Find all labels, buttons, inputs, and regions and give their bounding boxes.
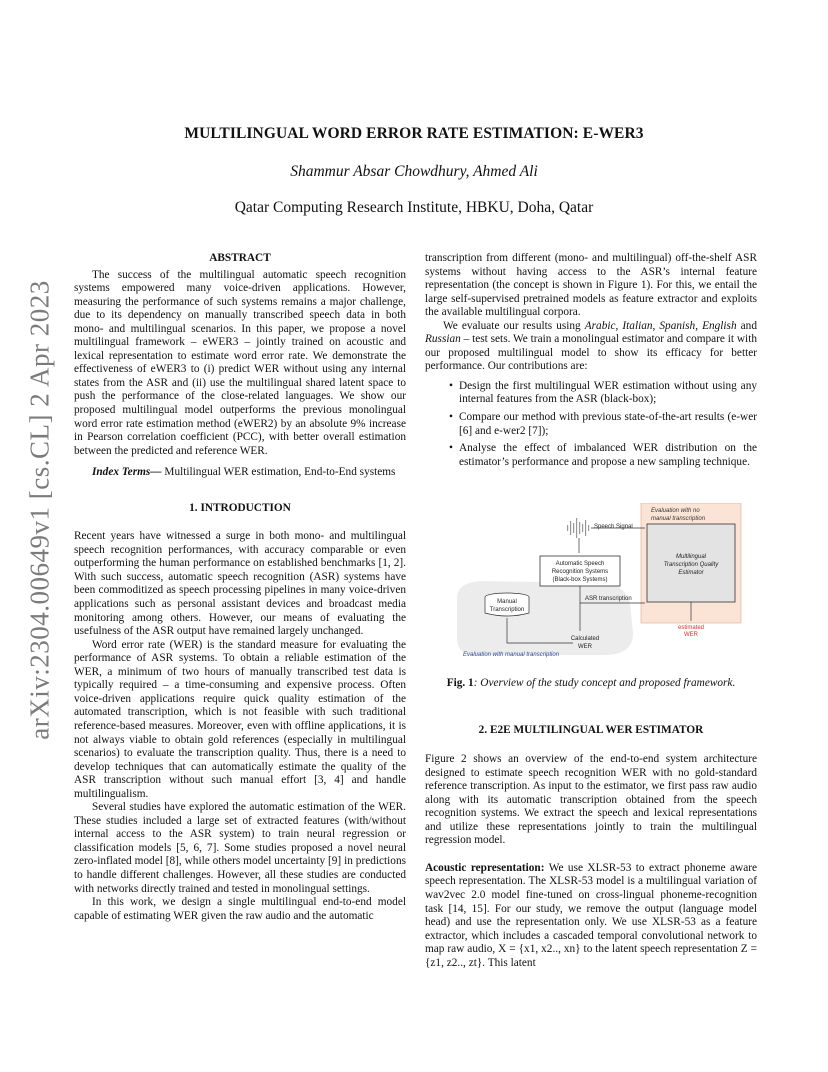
abstract-text: The success of the multilingual automatic speech recognition systems empowered many voice-driven applications. However, measuring the performance of such systems remains a major challenge, due to its dependency on manually transcribed speech data in both mono- and multilingual scenarios. In this paper, we propose a novel multilingual framework – eWER3 – jointly trained on acoustic and lexical representation to estimate word error rate. We demonstrate the effectiveness of eWER3 to (i) predict WER without using any internal states from the ASR and (ii) use the multilingual shared latent space to push the performance of the close-related languages. We show our proposed multilingual model outperforms the previous monolingual word error rate estimation method (eWER2) by an absolute 9% increase in Pearson correlation coefficient (PCC), with better overall estimation between the predicted and reference WER.	[74, 268, 406, 457]
right-paragraph-2: We evaluate our results using Arabic, Italian, Spanish, English and Russian – test sets. We train a monolingual estimator and compare it with our proposed multilingual model to show its efficacy for better performance. Our contributions are:	[425, 319, 757, 373]
svg-text:manual transcription: manual transcription	[651, 516, 706, 522]
svg-text:Transcription Quality: Transcription Quality	[663, 562, 719, 568]
paper-title: MULTILINGUAL WORD ERROR RATE ESTIMATION: E-WER3	[184, 125, 644, 142]
svg-text:Estimator: Estimator	[678, 570, 704, 576]
acoustic-representation-label: Acoustic representation:	[425, 861, 545, 874]
intro-paragraph-2: Word error rate (WER) is the standard measure for evaluating the performance of ASR systems. To obtain a reliable estimation of the WER, a minimum of two hours of manually transcribed test data is typically required – a time-consuming and expensive process. Often voice-driven applications require quick quality estimation of the automated transcription, which is not feasible with such traditional reference-based measures. Moreover, even with offline applications, it is not always viable to obtain gold references (especially in multilingual scenarios) to evaluate the transcription quality. Thus, there is a need to develop techniques that can automatically estimate the quality of the ASR transcription without such manual effort [3, 4] and handle multilingualism.	[74, 638, 406, 800]
right-column-bottom	[425, 677, 757, 970]
paper-authors: Shammur Absar Chowdhury, Ahmed Ali	[290, 163, 538, 180]
contribution-item: • Design the first multilingual WER estimation without using any internal features from the ASR (black-box);	[425, 380, 757, 407]
left-column	[74, 252, 406, 923]
asr-transcription-label: ASR transcription	[585, 596, 632, 602]
svg-text:WER: WER	[578, 644, 592, 650]
right-paragraph-1: transcription from different (mono- and multilingual) off-the-shelf ASR systems without having access to the ASR’s internal feature representation (the concept is shown in Figure 1). For this, we entail the large self-supervised pretrained models as feature extractor and exploits the available multilingual corpora.	[425, 252, 757, 319]
abstract-heading: ABSTRACT	[209, 252, 271, 264]
index-terms-text: Multilingual WER estimation, End-to-End systems	[161, 466, 396, 479]
svg-text:WER: WER	[684, 632, 698, 638]
manual-eval-region	[457, 581, 633, 655]
index-terms	[74, 466, 406, 480]
svg-text:(Black-box Systems): (Black-box Systems)	[552, 577, 608, 583]
speech-signal-label: Speech Signal	[594, 524, 633, 530]
eval-no-manual-label: Evaluation with no	[651, 508, 700, 514]
estimator-label: Multilingual	[675, 554, 707, 560]
intro-paragraph-4: In this work, we design a single multilingual end-to-end model capable of estimating WER given the raw audio and the automatic	[74, 896, 406, 922]
calculated-wer-label: Calculated	[570, 636, 600, 642]
arxiv-identifier: arXiv:2304.00649v1 [cs.CL] 2 Apr 2023	[24, 280, 55, 740]
section-2-paragraph-1: Figure 2 shows an overview of the end-to-end system architecture designed to estimate speech recognition WER with no gold-standard reference transcription. As input to the estimator, we first pass raw audio along with its automatic transcription obtained from the speech recognition systems. We extract the speech and lexical representations and utilize these representations jointly to train the multilingual regression model.	[425, 753, 757, 847]
index-terms-label: Index Terms—	[92, 466, 162, 479]
figure-1-diagram	[455, 503, 755, 663]
section-2-paragraph-2: Acoustic representation: We use XLSR-53 to extract phoneme aware speech representation. The XLSR-53 model is a multilingual variation of wav2vec 2.0 model fine-tuned on cross-lingual phoneme-recognition task [14, 15]. For our study, we remove the output (language model head) and use the representation only. We use XLSR-53 as a feature extractor, which includes a cascaded temporal convolutional network to map raw audio, X = {x1, x2.., xn} to the latent speech representation Z = {z1, z2.., zt}. This latent	[425, 861, 757, 969]
svg-text:Transcription: Transcription	[489, 607, 525, 613]
contribution-item: • Analyse the effect of imbalanced WER distribution on the estimator’s performance and propose a new sampling technique.	[425, 442, 757, 469]
right-column-top	[425, 252, 757, 469]
figure-1-caption: Fig. 1: Overview of the study concept and proposed framework.	[446, 677, 736, 689]
svg-text:Recognition Systems: Recognition Systems	[551, 569, 609, 575]
intro-heading: 1. INTRODUCTION	[189, 501, 291, 514]
paper-affiliation: Qatar Computing Research Institute, HBKU, Doha, Qatar	[234, 199, 594, 216]
intro-paragraph-3: Several studies have explored the automatic estimation of the WER. These studies included a large set of extracted features (with/without internal access to the ASR system) to train neural regression or classification models [5, 6, 7]. Some studies proposed a novel neural zero-inflated model [8], while others model uncertainty [9] in predictions to handle different challenges. However, all these studies are conducted with networks directly trained and tested in monolingual settings.	[74, 801, 406, 895]
estimated-wer-label: estimated	[677, 625, 705, 631]
arxiv-sidebar	[20, 280, 60, 740]
intro-paragraph-1: Recent years have witnessed a surge in both mono- and multilingual speech recognition performances, with accuracy comparable or even outperforming the human performance on established benchmarks [1, 2]. With such success, automatic speech recognition (ASR) systems have been commoditized as speech processing pipelines in many voice-driven applications such as personal assistant devices and broadcast media monitoring among others. However, our means of evaluating the usefulness of the ASR output have remained largely unchanged.	[74, 530, 406, 638]
eval-manual-label: Evaluation with manual transcription	[463, 652, 560, 658]
asr-box-label: Automatic Speech	[555, 561, 605, 567]
manual-label: Manual	[497, 599, 517, 605]
contribution-item: • Compare our method with previous state-of-the-art results (e-wer [6] and e-wer2 [7]);	[425, 411, 757, 438]
section-2-heading: 2. E2E MULTILINGUAL WER ESTIMATOR	[478, 723, 704, 736]
speech-waveform	[567, 518, 589, 538]
